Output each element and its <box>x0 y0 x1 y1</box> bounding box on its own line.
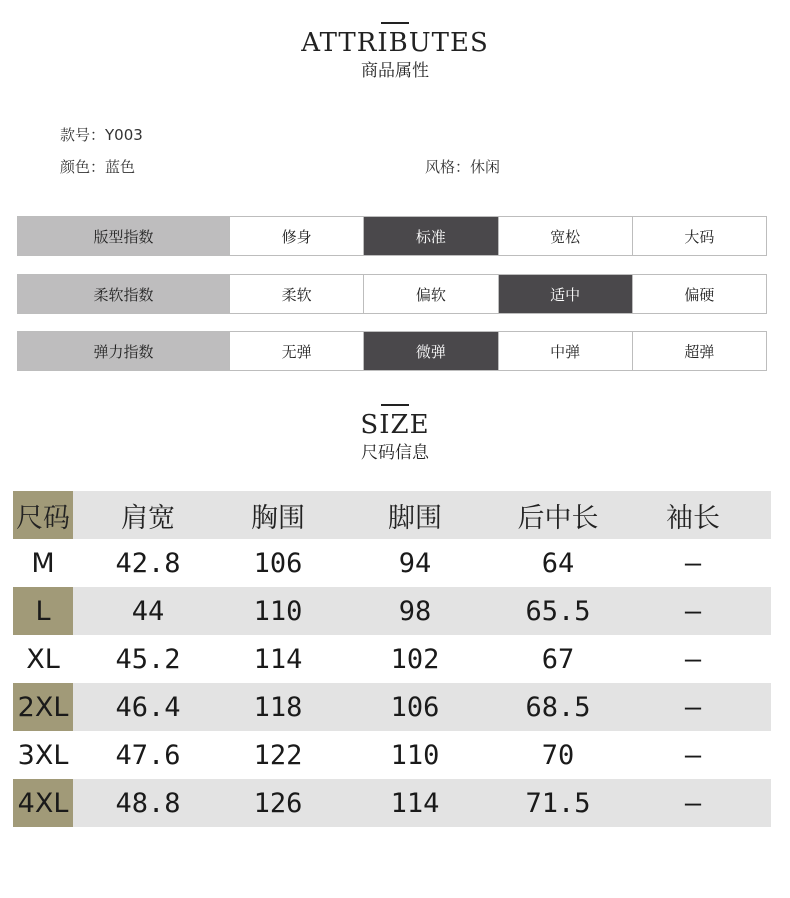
stretch-option-slight: 微弹 <box>363 332 497 370</box>
header-chest: 胸围 <box>251 502 305 534</box>
table-row <box>13 779 771 827</box>
stretch-option-none: 无弹 <box>229 332 363 370</box>
chest-value: 114 <box>253 643 303 675</box>
fit-option-standard: 标准 <box>363 217 497 255</box>
attributes-header <box>0 22 790 82</box>
softness-option-soft: 柔软 <box>229 275 363 313</box>
stretch-index-label: 弹力指数 <box>18 332 229 370</box>
size-label: 3XL <box>17 739 69 771</box>
table-row <box>13 683 771 731</box>
fit-option-plus: 大码 <box>632 217 766 255</box>
header-shoulder: 肩宽 <box>121 502 175 534</box>
header-size: 尺码 <box>13 491 73 539</box>
back-length-value: 68.5 <box>525 691 591 723</box>
fit-index-table <box>17 216 767 256</box>
back-length-value: 64 <box>541 547 575 579</box>
softness-index-table <box>17 274 767 314</box>
hem-value: 94 <box>398 547 432 579</box>
sleeve-value: – <box>684 787 702 819</box>
hem-value: 110 <box>390 739 440 771</box>
shoulder-value: 44 <box>131 595 165 627</box>
header-divider <box>381 22 409 24</box>
size-title-en: SIZE <box>360 410 430 440</box>
shoulder-value: 48.8 <box>115 787 181 819</box>
sleeve-value: – <box>684 691 702 723</box>
attributes-title-cn: 商品属性 <box>361 61 429 81</box>
softness-option-moderate: 适中 <box>498 275 632 313</box>
header-divider <box>381 404 409 406</box>
shoulder-value: 47.6 <box>115 739 181 771</box>
sleeve-value: – <box>684 643 702 675</box>
chest-value: 110 <box>253 595 303 627</box>
size-label: XL <box>26 643 60 675</box>
chest-value: 126 <box>253 787 303 819</box>
size-label: 2XL <box>13 683 73 731</box>
size-header <box>0 404 790 464</box>
hem-value: 98 <box>398 595 432 627</box>
sleeve-value: – <box>684 739 702 771</box>
table-row <box>13 731 771 779</box>
back-length-value: 65.5 <box>525 595 591 627</box>
size-label: L <box>13 587 73 635</box>
softness-option-slightly-soft: 偏软 <box>363 275 497 313</box>
table-row <box>13 635 771 683</box>
fit-option-loose: 宽松 <box>498 217 632 255</box>
back-length-value: 67 <box>541 643 575 675</box>
fit-index-label: 版型指数 <box>18 217 229 255</box>
back-length-value: 70 <box>541 739 575 771</box>
stretch-index-table <box>17 331 767 371</box>
hem-value: 106 <box>390 691 440 723</box>
header-back-length: 后中长 <box>517 502 599 534</box>
hem-value: 114 <box>390 787 440 819</box>
sleeve-value: – <box>684 547 702 579</box>
header-hem: 脚围 <box>388 502 442 534</box>
chest-value: 118 <box>253 691 303 723</box>
size-label: M <box>31 547 55 579</box>
style-number: 款号：Y003 <box>60 126 143 144</box>
softness-option-stiff: 偏硬 <box>632 275 766 313</box>
table-row <box>13 539 771 587</box>
style-attribute: 风格：休闲 <box>425 158 501 176</box>
chest-value: 122 <box>253 739 303 771</box>
back-length-value: 71.5 <box>525 787 591 819</box>
sleeve-value: – <box>684 595 702 627</box>
size-title-cn: 尺码信息 <box>361 443 429 463</box>
header-sleeve: 袖长 <box>666 502 720 534</box>
attributes-title-en: ATTRIBUTES <box>301 28 489 58</box>
stretch-option-super: 超弹 <box>632 332 766 370</box>
table-row <box>13 587 771 635</box>
size-table <box>13 491 771 827</box>
size-table-header <box>13 491 771 539</box>
softness-index-label: 柔软指数 <box>18 275 229 313</box>
size-label: 4XL <box>13 779 73 827</box>
fit-option-slim: 修身 <box>229 217 363 255</box>
stretch-option-medium: 中弹 <box>498 332 632 370</box>
shoulder-value: 42.8 <box>115 547 181 579</box>
hem-value: 102 <box>390 643 440 675</box>
shoulder-value: 45.2 <box>115 643 181 675</box>
color-attribute: 颜色：蓝色 <box>60 158 136 176</box>
shoulder-value: 46.4 <box>115 691 181 723</box>
chest-value: 106 <box>253 547 303 579</box>
